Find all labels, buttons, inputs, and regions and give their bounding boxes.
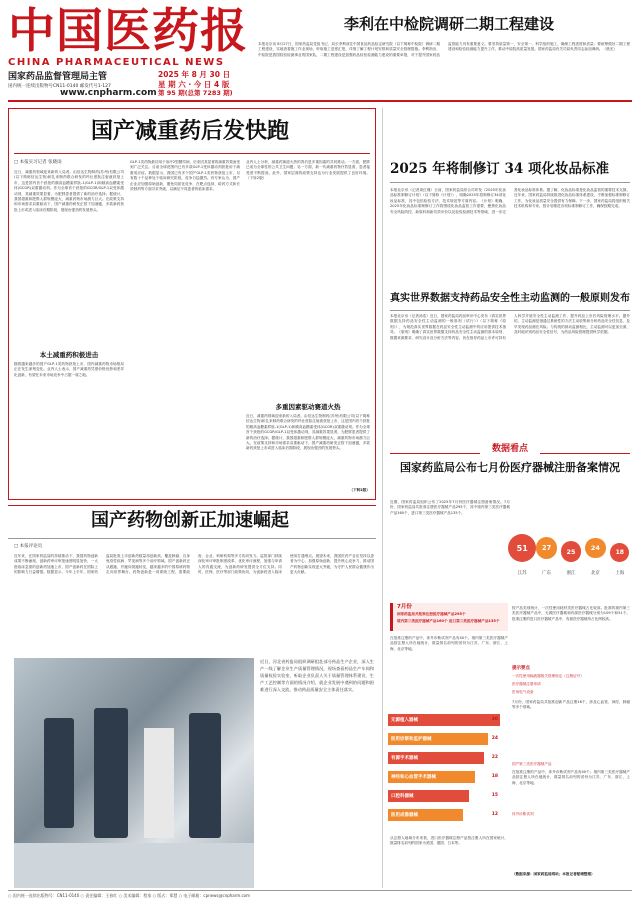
right-col-divider [382, 108, 383, 888]
story1-sub1: 本土减重药积极进击 [39, 351, 99, 359]
keypoint-3: 医用电气设备 [512, 690, 534, 694]
bubble-label-3: 北京 [590, 571, 600, 576]
bar-value-4: 15 [491, 793, 498, 798]
top-story [258, 14, 630, 104]
story5-body-e: 按产品类别统计，一次性使用耗材类医疗器械占比较高。批准的境内第三类医疗器械产品中，无源医疗器械和有源医疗器械分别为109个和51个。批准注册的进口医疗器械产品中，有源医疗器械所占比例较高。 [512, 606, 630, 621]
story4-photo [14, 658, 254, 888]
bubble-4: 18 [610, 543, 629, 562]
bar-value-2: 22 [491, 755, 498, 760]
story1-continued[interactable]: （下转2版） [349, 488, 370, 492]
story1-sub2: 多重因素驱动赛道火热 [275, 403, 341, 411]
story3-title[interactable]: 真实世界数据支持药品安全性主动监测的一般原则发布 [390, 293, 630, 304]
story5-title[interactable]: 国家药监局公布七月份医疗器械注册备案情况 [400, 461, 620, 474]
bubble-label-1: 广东 [542, 571, 552, 576]
story3-rule [390, 310, 630, 311]
story1-body-d: 业内人士分析，减重药赛道火热的背后是多重因素的共同推动。一方面，肥胖已成为全球性的公共卫生问题；另一方面，新一代减重药物疗效显著，患者接受度不断提高。此外，国家层面的政策支持也为行业发展提供了良好环境。（下转2版） [246, 160, 370, 181]
story5-body-d: 从注册人地域分布来看，进口医疗器械注册产品按注册人所在国家统计，数量排名前列的国家为美国、德国、日本等。 [390, 836, 508, 846]
footer-text: ○ 国内统一连续出版物号：CN11-0140 ○ 责任编辑：王春红 ○ 美术编辑：程家 ○ 版式：郑慧 ○ 电子邮箱：cpnews@cnpharm.com [8, 893, 251, 898]
bubble-label-2: 浙江 [566, 571, 576, 576]
callout-line2: 境内第三类医疗器械产品160个 进口第三类医疗器械产品135个 [397, 619, 500, 623]
story4-byline: □ 本报评论员 [14, 544, 43, 549]
story5-callout [390, 603, 508, 631]
bar-value-1: 24 [491, 736, 498, 741]
story5-body-b: 在批准注册的产品中，体外诊断试剂产品有40个。境内第三类医疗器械产品按注册人所在地统计，数量排名前列的省份为江苏、广东、浙江、上海、北京等地。 [390, 636, 508, 651]
keypoints-body-2: 在批准注册的产品中，体外诊断试剂产品有40个。境内第三类医疗器械产品按注册人所在地统计，数量排名前列的省份为江苏、广东、浙江、上海、北京等地。 [512, 770, 630, 785]
bar-label-5: 医用成像器械 [391, 813, 418, 818]
bar-row-2 [388, 752, 500, 764]
bar-value-5: 12 [491, 812, 498, 817]
masthead-codes: 国内统一连续出版物号CN11-0140 邮发代号1-127 [8, 84, 111, 89]
top-story-body: 本报北京讯 8月27日，国家药监局党组书记、局长李利前往中国食品药品检定研究院（以下简称中检院）调研二期工程建设，实地查看施工作业现场，听取施工进度汇报，详细了解工程计划安排和质量安全管理措施。李利指出，中检院是我国检验检测事业的国家队，二期工程建设是加强药品检验检测能力建设的重要举措，对于提升国家药品监管能力具有重要意义。要坚持质量第一、安全第一，科学组织施工，确保工程进度和质量；要统筹做好二期工程建设和检验检测能力提升工作，推动中检院高质量发展。国家药监局有关司局负责同志参加调研。（晨光） [258, 42, 630, 57]
masthead-date: 2025 年 8 月 30 日 [158, 70, 231, 79]
story2-body: 本报北京讯（记者周红瑾）日前，国家药监局综合司印发《2025年化妆品标准制修订计划》（以下简称《计划》），明确2025年将制修订34项化妆品标准，其中包括检验方法、技术规范等方面内容。《计划》明确，2025年化妆品标准制修订工作将围绕化妆品监管工作需要，聚焦化妆品安全风险防控、新原料和新功效评价以及检验检测技术等领域，进一步完善化妆品标准体系。据了解，化妆品标准是化妆品监管的重要技术支撑。近年来，国家药监局持续推进化妆品标准体系建设，不断加强标准制修订工作，为化妆品质量安全提供有力保障。下一步，国家药监局将组织相关技术机构和专家，按计划推进各项标准制修订工作，确保按期完成。 [390, 188, 630, 214]
bubble-label-4: 上海 [615, 571, 625, 576]
keypoint-1: 一次性使用输液器相关管理规定（注册证号） [512, 674, 584, 678]
masthead-website[interactable]: www.cnpharm.com [60, 88, 157, 98]
bar-label-4: 口腔科器械 [391, 794, 414, 799]
story4-title[interactable]: 国产药物创新正加速崛起 [91, 510, 289, 531]
footer-rule [8, 890, 632, 891]
bar-value-3: 18 [491, 774, 498, 779]
masthead-issue: 第 95 期(总第 7283 期) [158, 89, 233, 97]
bar-label-2: 有源手术器械 [391, 756, 418, 761]
story4-top-rule [8, 505, 376, 506]
story2-title[interactable]: 2025 年将制修订 34 项化妆品标准 [390, 161, 609, 177]
story4-title-rule [8, 538, 376, 539]
masthead-logo-en: CHINA PHARMACEUTICAL NEWS [8, 57, 225, 68]
bar-chart [388, 710, 508, 830]
bar-label-1: 医用诊察和监护器械 [391, 737, 432, 742]
story5-end-note: （数据来源：国家药监局网站；本报记者秘靖整理） [512, 872, 595, 876]
story1-body-a: 近日，减重药领域迎来新的入局者。由信达生物制药(苏州)有限公司(以下简称信达生物)和礼来制药联合研发的玛仕度肽注射液获批上市，这是国内首个获批的胰高血糖素样肽-1(GLP-1)和胰高血糖素受体(GCGR)双重激动剂。作为全球首个获批的GCGR/GLP-1双受体激动剂，其减重效果显著，为肥胖患者提供了新的治疗选择。据统计，我国超重和肥胖人群规模庞大，减重药物市场潜力巨大。在政策支持和市场需求双重驱动下，国产减重药研发正按下加速键，多款新药获批上市或进入临床后期阶段，展现出强劲的发展势头。 [14, 170, 124, 212]
keypoint-0: 提示要点 [512, 666, 530, 671]
bar-row-3 [388, 771, 500, 783]
masthead-weekday: 星 期 六 · 今 日 4 版 [158, 80, 230, 89]
keypoints-body: 7月份，国家药监局共批准创新产品注册16个，涉及心血管、神经、肿瘤等多个领域。 [512, 700, 630, 710]
story1-title[interactable]: 国产减重药后发快跑 [90, 118, 289, 144]
callout-month: 7月份 [397, 604, 412, 610]
story1-body-e: 近日，减重药领域迎来新的入局者。由信达生物制药(苏州)有限公司(以下简称信达生物)和礼来制药联合研发的玛仕度肽注射液获批上市，这是国内首个获批的胰高血糖素样肽-1(GLP-1)和胰高血糖素受体(GCGR)双重激动剂。作为全球首个获批的GCGR/GLP-1双受体激动剂，其减重效果显著，为肥胖患者提供了新的治疗选择。据统计，我国超重和肥胖人群规模庞大，减重药物市场潜力巨大。在政策支持和市场需求双重驱动下，国产减重药研发正按下加速键，多款新药获批上市或进入临床后期阶段，展现出强劲的发展势头。 [246, 414, 370, 451]
bubble-0: 51 [508, 534, 536, 562]
bar-row-0 [388, 714, 500, 726]
bar-row-5 [388, 809, 500, 821]
story5-body-a: 近期，国家药监局组织公布了2025年7月份医疗器械注册备案情况。7月份，国家药监局共批准注册医疗器械产品295个，其中境内第三类医疗器械产品160个，进口第三类医疗器械产品135个。 [390, 500, 510, 515]
bar-label-0: 无源植入器械 [391, 718, 418, 723]
keypoint-2: 医疗器械注册申请 [512, 682, 541, 686]
bubble-label-0: 江苏 [517, 571, 527, 576]
bubble-3: 24 [585, 538, 606, 559]
story5-section-tag: 数据看点 [480, 443, 540, 455]
masthead-logo: 中国医药报 [8, 4, 248, 59]
story4-body: 近年来，在国家药监局的持续推动下，我国药物创新成果不断涌现，创新药审评审批速度明显加快，一大批临床急需的创新药加速上市，国产创新药在国际上的影响力日益增强。数据显示，今年上半年，国家药监局批准上市创新药数量再创新高，覆盖肿瘤、自身免疫性疾病、罕见病等多个治疗领域。国产创新药正从跟跑、并跑向领跑转变，越来越多的中国原研药物走向世界舞台。药物创新是一项系统工程，需要政府、企业、科研机构等多方协同发力。监管部门持续深化审评审批制度改革，优化审评流程，加强与申请人的沟通交流，为创新药研发提供全方位支持。同时，医保、医疗等部门政策协同，为创新药进入临床使用打通堵点。展望未来，我国医药产业应坚持以患者为中心，加强原始创新，提升核心竞争力，推动国产药物创新实现更大突破，为守护人民群众健康作出更大贡献。 [14, 554, 374, 575]
keypoints-list [512, 666, 630, 826]
bar-value-0: 30 [491, 717, 498, 722]
bubble-1: 27 [536, 537, 557, 558]
keypoint-4: 国产第三类医疗器械产品 [512, 762, 552, 766]
masthead-rule [8, 100, 632, 102]
story2-rule [390, 182, 630, 183]
story1-byline: □ 本报实习记者 张晓雨 [14, 160, 62, 165]
story4-photo-caption: 近日，河北省药监局组织调研组赴部分药品生产企业，深入生产一线了解企业生产质量管理情况，现场查看药品生产车间和质量检验实验室，听取企业负责人关于质量管理体系建设、生产工艺控制等方面的情况介绍，就企业发展中遇到的问题和困难进行深入交流，推动药品质量安全主体责任落实。 [260, 659, 374, 692]
story1-title-rule [14, 153, 370, 154]
bubble-2: 25 [561, 541, 582, 562]
bar-row-1 [388, 733, 500, 745]
story3-body: 本报北京讯（记者汤浩）近日，国家药监局药品审评中心发布《真实世界数据支持药品安全性主动监测的一般原则（试行）》（以下简称《原则》），为规范真实世界数据在药品安全性主动监测中的应用提供技术指导。《原则》明确了真实世界数据支持药品安全性主动监测的基本原则、数据来源要求、研究设计及分析方法等内容，旨在指导药品上市许可持有人科学开展安全性主动监测工作，提升药品上市后风险管理水平。据介绍，主动监测是指通过系统性的方法主动收集和分析药品安全性信息，及早发现药品潜在风险。与传统的被动监测相比，主动监测可以更加全面、及时地识别药品安全性信号，为药品风险管理提供科学依据。 [390, 314, 630, 340]
story1-body-b: 随着越来越多的国产GLP-1类药物获批上市，国内减重药物市场格局正在发生深刻变化。业内人士表示，国产减重药凭借价格优势和差异化创新，有望在未来市场竞争中占据一席之地。 [14, 362, 124, 377]
keypoint-5: 体外诊断试剂 [512, 812, 534, 816]
story1-body-c: GLP-1类药物最初用于治疗2型糖尿病，后来因其显著的减重效果而受到广泛关注。目前全球范围内已有多款GLP-1受体激动剂获批用于减重适应症。数据显示，我国已有多个国产GLP-1类药物获批上市，另有数十个品种处于临床研究阶段，竞争日趋激烈。有专家认为，国产企业应加强原始创新，避免同质化竞争，在靶点选择、给药方式和长效制剂等方面寻求突破，以满足不同患者的临床需求。 [130, 160, 240, 192]
bar-label-3: 神经和心血管手术器械 [391, 775, 436, 780]
bar-row-4 [388, 790, 500, 802]
top-story-title[interactable]: 李利在中检院调研二期工程建设 [344, 15, 555, 33]
bubble-chart-area [510, 500, 632, 600]
callout-line1: 国家药监局共批准注册医疗器械产品295个 [397, 612, 466, 616]
masthead-sponsor: 国家药品监督管理局主管 [8, 72, 108, 82]
